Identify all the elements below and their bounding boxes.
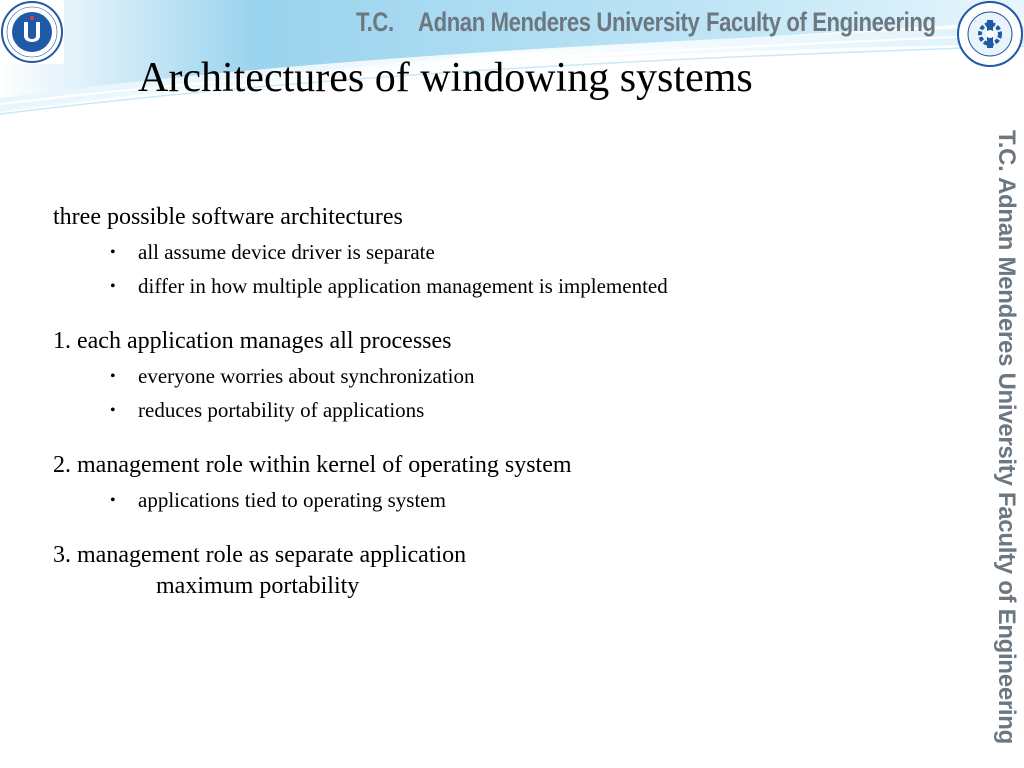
banner-university: Adnan Menderes University: [418, 7, 700, 37]
vertical-sidebar: [982, 130, 1022, 744]
option-3-note: maximum portability: [156, 573, 360, 599]
option-2-bullet-1: applications tied to operating system: [138, 488, 446, 512]
intro-text: three possible software architectures: [53, 204, 403, 230]
bullet-dot: •: [110, 244, 116, 261]
bullet-dot: •: [110, 368, 116, 385]
option-1-bullet-1: everyone worries about synchronization: [138, 364, 475, 388]
sidebar-text: T.C. Adnan Menderes University Faculty of Engineering: [993, 130, 1020, 744]
banner-faculty: Faculty of Engineering: [706, 7, 936, 37]
intro-bullet-1: all assume device driver is separate: [138, 240, 435, 264]
banner-tc: T.C.: [356, 7, 394, 37]
faculty-logo: [956, 0, 1024, 68]
bullet-dot: •: [110, 402, 116, 419]
slide-title: Architectures of windowing systems: [138, 55, 753, 101]
option-2-label: 2. management role within kernel of operating system: [53, 452, 572, 478]
bullet-dot: •: [110, 492, 116, 509]
intro-bullet-2: differ in how multiple application management is implemented: [138, 274, 668, 298]
option-1-bullet-2: reduces portability of applications: [138, 398, 425, 422]
bullet-dot: •: [110, 278, 116, 295]
option-3-label: 3. management role as separate application: [53, 542, 467, 568]
option-1-label: 1. each application manages all processes: [53, 328, 452, 354]
university-logo: [0, 0, 64, 64]
